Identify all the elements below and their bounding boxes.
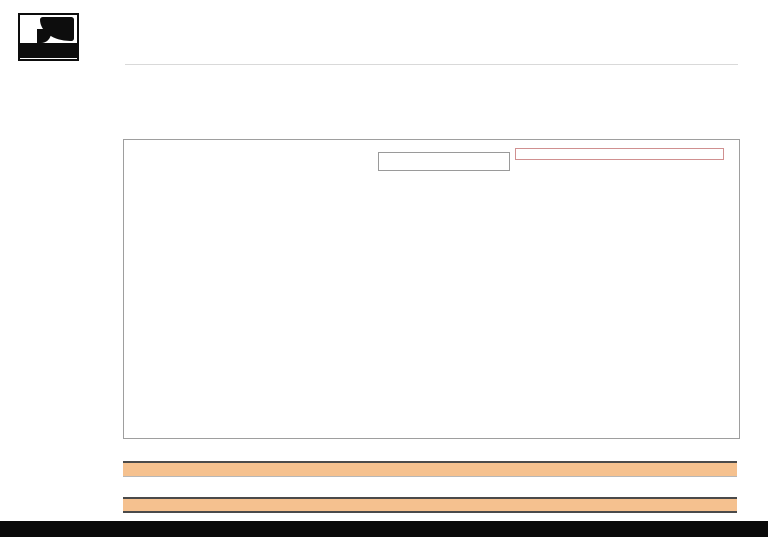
- table-row-sabine-avg: [123, 461, 737, 477]
- title-divider: [125, 64, 738, 65]
- logo-wordmark: [18, 43, 79, 58]
- footer-bar: [0, 521, 768, 537]
- chart-canvas: [124, 140, 739, 438]
- logo-hook-icon: [37, 29, 51, 43]
- chart-legend: [515, 148, 724, 160]
- vital-office-logo: [18, 13, 79, 61]
- chart-annotation: [378, 152, 510, 171]
- reverberation-time-chart: [123, 139, 740, 439]
- table-row-sabine-frequencies: [123, 497, 737, 513]
